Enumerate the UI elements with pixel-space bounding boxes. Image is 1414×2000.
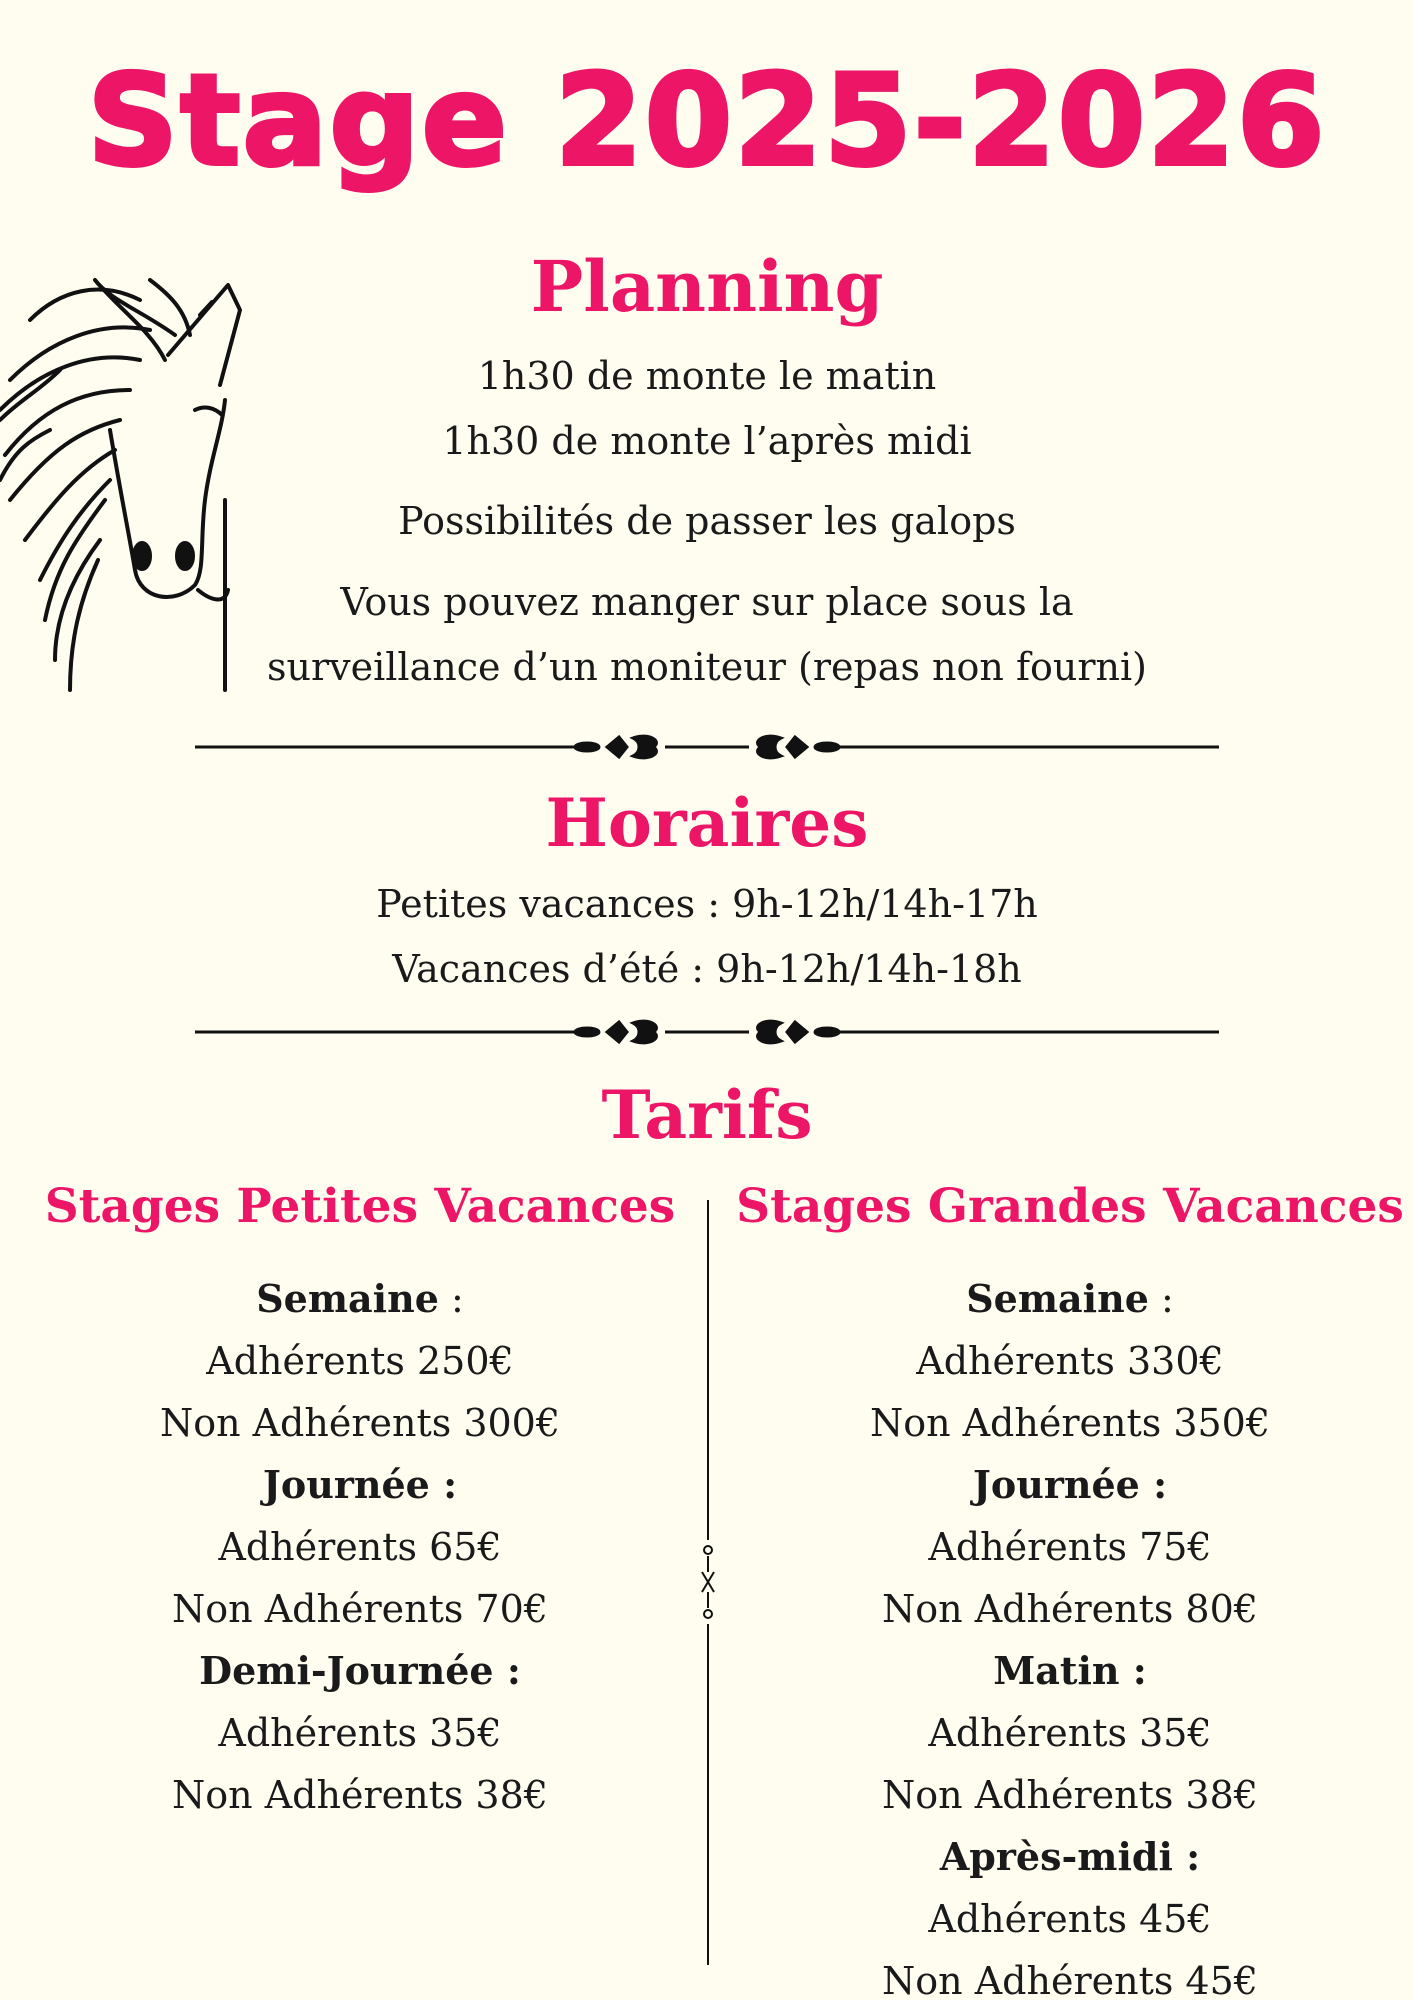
page-title: Stage 2025-2026	[87, 47, 1327, 194]
tarifs-heading: Tarifs	[601, 1076, 813, 1154]
petites-journee-non-adherents: Non Adhérents 70€	[172, 1587, 548, 1631]
petites-semaine-non-adherents: Non Adhérents 300€	[159, 1401, 561, 1445]
planning-line-1: 1h30 de monte le matin	[477, 354, 937, 398]
horaires-line-1: Petites vacances : 9h-12h/14h-17h	[376, 882, 1038, 926]
petites-demi-journee-adherents: Adhérents 35€	[218, 1711, 502, 1755]
ornament-divider	[195, 1017, 1219, 1047]
grandes-semaine-adherents: Adhérents 330€	[916, 1339, 1224, 1383]
planning-line-4: Vous pouvez manger sur place sous la	[340, 580, 1074, 624]
grandes-apres-midi-adherents: Adhérents 45€	[928, 1897, 1212, 1941]
grandes-matin-adherents: Adhérents 35€	[928, 1711, 1212, 1755]
petites-demi-journee-non-adherents: Non Adhérents 38€	[172, 1773, 548, 1817]
grandes-group-semaine-label: Semaine :	[966, 1276, 1174, 1321]
grandes-semaine-non-adherents: Non Adhérents 350€	[869, 1401, 1271, 1445]
grandes-journee-adherents: Adhérents 75€	[928, 1525, 1212, 1569]
grandes-group-matin-label: Matin :	[993, 1648, 1147, 1693]
petites-vacances-prices	[60, 1268, 660, 1826]
petites-group-journee-label: Journée :	[262, 1462, 458, 1507]
ornament-divider	[195, 732, 1219, 762]
petites-group-demi-journee-label: Demi-Journée :	[199, 1648, 521, 1693]
grandes-apres-midi-non-adherents: Non Adhérents 45€	[882, 1959, 1258, 2000]
petites-group-semaine-label: Semaine :	[256, 1276, 464, 1321]
grandes-journee-non-adherents: Non Adhérents 80€	[882, 1587, 1258, 1631]
horaires-heading: Horaires	[545, 784, 869, 862]
grandes-vacances-prices	[770, 1268, 1370, 2000]
petites-journee-adherents: Adhérents 65€	[218, 1525, 502, 1569]
grandes-vacances-title: Stages Grandes Vacances	[736, 1179, 1404, 1234]
planning-line-5: surveillance d’un moniteur (repas non fourni)	[267, 645, 1147, 689]
planning-line-3: Possibilités de passer les galops	[398, 499, 1016, 543]
grandes-matin-non-adherents: Non Adhérents 38€	[882, 1773, 1258, 1817]
petites-semaine-adherents: Adhérents 250€	[206, 1339, 514, 1383]
horaires-line-2: Vacances d’été : 9h-12h/14h-18h	[392, 947, 1022, 991]
petites-vacances-title: Stages Petites Vacances	[44, 1179, 676, 1234]
grandes-group-journee-label: Journée :	[972, 1462, 1168, 1507]
planning-line-2: 1h30 de monte l’après midi	[442, 419, 972, 463]
grandes-group-apres-midi-label: Après-midi :	[939, 1834, 1201, 1879]
vertical-ornament-divider	[700, 1200, 716, 1965]
planning-heading: Planning	[530, 245, 884, 328]
